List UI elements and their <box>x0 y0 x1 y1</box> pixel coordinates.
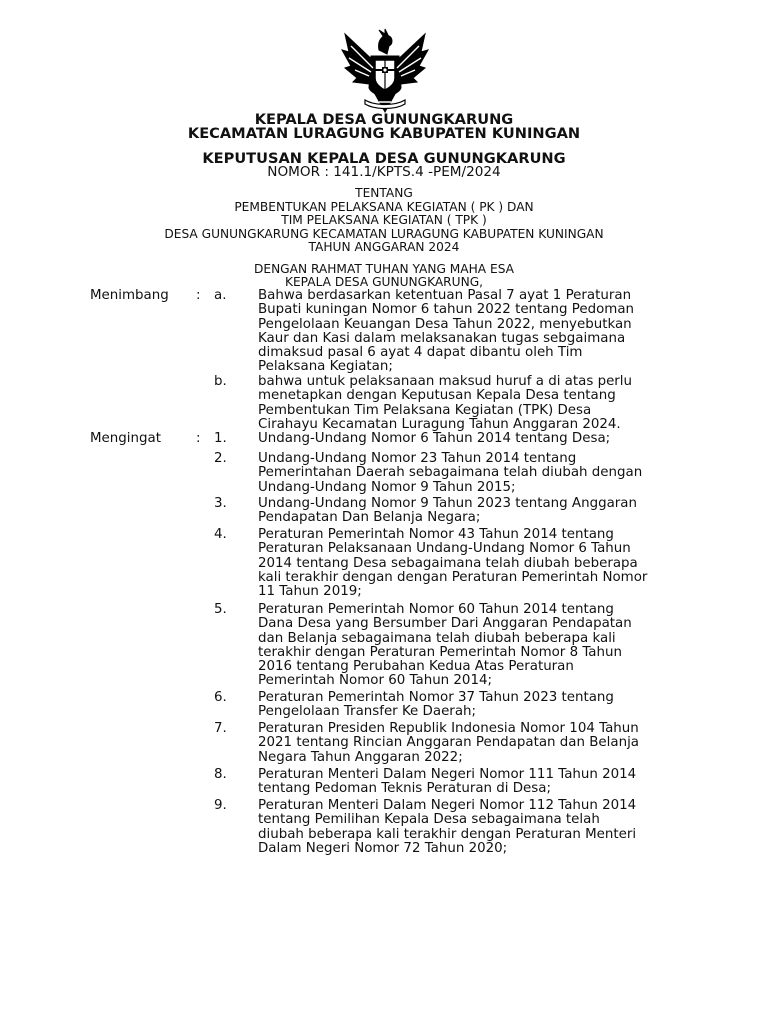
decree-number: NOMOR : 141.1/KPTS.4 -PEM/2024 <box>267 164 501 180</box>
preamble-line-2: KEPALA DESA GUNUNGKARUNG, <box>284 275 484 289</box>
text-line: Undang-Undang Nomor 9 Tahun 2023 tentang Anggaran <box>258 496 637 511</box>
text-line: 2014 tentang Desa sebagaimana telah diubah beberapa <box>258 555 638 571</box>
subject-line-3: DESA GUNUNGKARUNG KECAMATAN LURAGUNG KABUPATEN KUNINGAN <box>164 227 604 241</box>
menimbang-label: Menimbang <box>90 288 169 303</box>
item-marker: 1. <box>214 431 227 446</box>
mengingat-colon: : <box>196 431 201 446</box>
mengingat-label: Mengingat <box>90 431 161 446</box>
text-line: Undang-Undang Nomor 9 Tahun 2015; <box>258 479 516 495</box>
preamble-line-1: DENGAN RAHMAT TUHAN YANG MAHA ESA <box>253 262 515 276</box>
item-marker: a. <box>214 288 227 303</box>
decree-title: KEPUTUSAN KEPALA DESA GUNUNGKARUNG <box>202 150 566 167</box>
text-line: Undang-Undang Nomor 6 Tahun 2014 tentang Desa; <box>258 431 611 446</box>
text-line: 2021 tentang Rincian Anggaran Pendapatan dan Belanja <box>258 735 640 751</box>
item-marker: b. <box>214 374 227 389</box>
item-text <box>258 497 698 526</box>
item-text <box>258 603 698 689</box>
item-marker: 2. <box>214 451 227 466</box>
item-text <box>258 768 698 797</box>
text-line: Pendapatan Dan Belanja Negara; <box>258 510 481 526</box>
text-line: Bahwa berdasarkan ketentuan Pasal 7 ayat 1 Peraturan <box>258 288 632 303</box>
text-line: Pengelolaan Transfer Ke Daerah; <box>258 704 477 720</box>
text-line: dimaksud pasal 6 ayat 4 dapat dibantu oleh Tim <box>258 345 583 361</box>
text-line: Peraturan Pemerintah Nomor 37 Tahun 2023 tentang <box>258 690 614 705</box>
item-text <box>258 452 698 495</box>
header-village-line: KEPALA DESA GUNUNGKARUNG <box>254 111 514 128</box>
subject-line-1: PEMBENTUKAN PELAKSANA KEGIATAN ( PK ) DAN <box>234 200 534 214</box>
item-marker: 9. <box>214 798 227 813</box>
item-marker: 8. <box>214 767 227 782</box>
text-line: Peraturan Pemerintah Nomor 43 Tahun 2014 tentang <box>258 527 614 542</box>
text-line: Pengelolaan Keuangan Desa Tahun 2022, menyebutkan <box>258 316 632 332</box>
text-line: Peraturan Menteri Dalam Negeri Nomor 112 Tahun 2014 <box>258 798 637 813</box>
text-line: tentang Pemilihan Kepala Desa sebagaimana telah <box>258 812 600 828</box>
menimbang-colon: : <box>196 288 201 303</box>
text-line: dan Belanja sebagaimana telah diubah beberapa kali <box>258 630 616 646</box>
text-line: menetapkan dengan Keputusan Kepala Desa tentang <box>258 388 616 404</box>
text-line: Negara Tahun Anggaran 2022; <box>258 749 463 765</box>
item-marker: 7. <box>214 721 227 736</box>
text-line: terakhir dengan Peraturan Pemerintah Nomor 8 Tahun <box>258 644 622 660</box>
text-line: Cirahayu Kecamatan Luragung Tahun Anggaran 2024. <box>258 416 621 432</box>
text-line: kali terakhir dengan dengan Peraturan Pemerintah Nomor <box>258 569 648 585</box>
subject-line-2: TIM PELAKSANA KEGIATAN ( TPK ) <box>281 213 487 227</box>
text-line: Kaur dan Kasi dalam melaksanakan tugas sebgaimana <box>258 330 626 346</box>
text-line: 2016 tentang Perubahan Kedua Atas Peraturan <box>258 659 574 675</box>
text-line: Peraturan Pelaksanaan Undang-Undang Nomor 6 Tahun <box>258 541 631 557</box>
item-text <box>258 799 698 856</box>
subject-line-4: TAHUN ANGGARAN 2024 <box>308 240 460 254</box>
header-district-line: KECAMATAN LURAGUNG KABUPATEN KUNINGAN <box>187 125 581 142</box>
subject-tentang: TENTANG <box>355 186 413 200</box>
item-marker: 5. <box>214 602 227 617</box>
text-line: Pelaksana Kegiatan; <box>258 359 393 375</box>
text-line: Peraturan Menteri Dalam Negeri Nomor 111 Tahun 2014 <box>258 767 637 782</box>
item-marker: 6. <box>214 690 227 705</box>
item-text <box>258 528 698 599</box>
item-marker: 3. <box>214 496 227 511</box>
text-line: Dalam Negeri Nomor 72 Tahun 2020; <box>258 840 508 856</box>
text-line: tentang Pedoman Teknis Peraturan di Desa; <box>258 781 551 797</box>
text-line: Peraturan Pemerintah Nomor 60 Tahun 2014 tentang <box>258 602 614 617</box>
text-line: Dana Desa yang Bersumber Dari Anggaran Pendapatan <box>258 616 632 632</box>
item-text <box>258 289 698 375</box>
item-text <box>258 375 698 432</box>
text-line: Pemerintah Nomor 60 Tahun 2014; <box>258 673 493 689</box>
text-line: Bupati kuningan Nomor 6 tahun 2022 tentang Pedoman <box>258 302 635 318</box>
item-marker: 4. <box>214 527 227 542</box>
text-line: diubah beberapa kali terakhir dengan Peraturan Menteri <box>258 826 637 842</box>
text-line: Pemerintahan Daerah sebagaimana telah diubah dengan <box>258 465 643 481</box>
garuda-emblem <box>339 26 431 114</box>
text-line: Peraturan Presiden Republik Indonesia Nomor 104 Tahun <box>258 721 639 736</box>
item-text <box>258 691 698 720</box>
text-line: Undang-Undang Nomor 23 Tahun 2014 tentang <box>258 451 577 466</box>
item-text <box>258 722 698 765</box>
item-text <box>258 432 698 446</box>
text-line: 11 Tahun 2019; <box>258 584 362 600</box>
text-line: bahwa untuk pelaksanaan maksud huruf a di atas perlu <box>258 374 633 389</box>
text-line: Pembentukan Tim Pelaksana Kegiatan (TPK) Desa <box>258 402 592 418</box>
